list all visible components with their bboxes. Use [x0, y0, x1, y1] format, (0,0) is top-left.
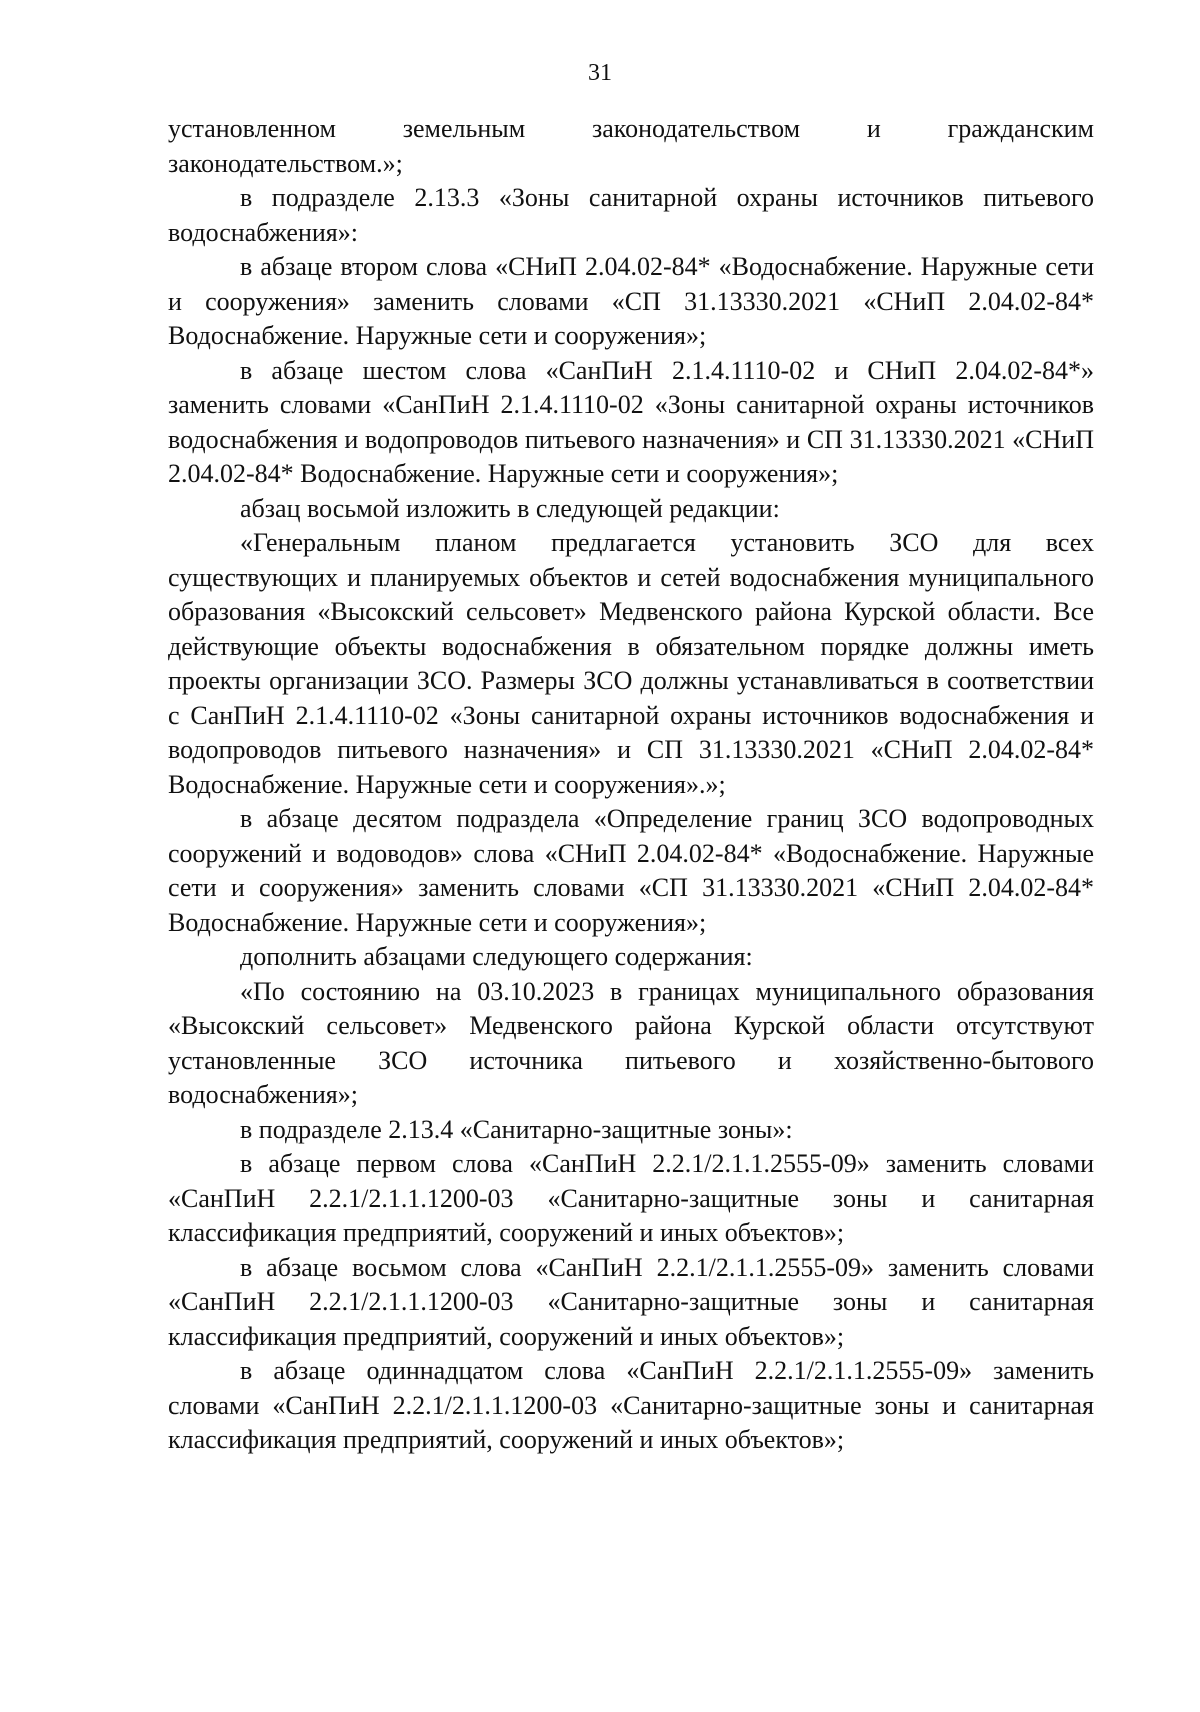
- paragraph: в абзаце одиннадцатом слова «СанПиН 2.2.1/2.1.1.2555-09» заменить словами «СанПиН 2.2.1/2.1.1.1200-03 «Санитарно-защитные зоны и санитарная классификация предприятий, сооружений и иных объектов»;: [168, 1356, 1094, 1454]
- paragraph: в абзаце десятом подраздела «Определение границ ЗСО водопроводных сооружений и водоводов» слова «СНиП 2.04.02-84* «Водоснабжение. Наружные сети и сооружения» заменить словами «СП 31.13330.2021 «СНиП 2.04.02-84* Водоснабжение. Наружные сети и сооружения»;: [168, 804, 1094, 937]
- paragraph: в подразделе 2.13.4 «Санитарно-защитные зоны»:: [240, 1114, 793, 1144]
- paragraph: дополнить абзацами следующего содержания:: [240, 942, 753, 971]
- paragraph: в абзаце втором слова «СНиП 2.04.02-84* «Водоснабжение. Наружные сети и сооружения» заменить словами «СП 31.13330.2021 «СНиП 2.04.02-84* Водоснабжение. Наружные сети и сооружения»;: [168, 252, 1094, 350]
- paragraph: в подразделе 2.13.3 «Зоны санитарной охраны источников питьевого водоснабжения»:: [168, 183, 1094, 247]
- page-number: 31: [588, 60, 612, 86]
- paragraph: в абзаце первом слова «СанПиН 2.2.1/2.1.1.2555-09» заменить словами «СанПиН 2.2.1/2.1.1.1200-03 «Санитарно-защитные зоны и санитарная классификация предприятий, сооружений и иных объектов»;: [168, 1149, 1094, 1247]
- paragraph: в абзаце восьмом слова «СанПиН 2.2.1/2.1.1.2555-09» заменить словами «СанПиН 2.2.1/2.1.1.1200-03 «Санитарно-защитные зоны и санитарная классификация предприятий, сооружений и иных объектов»;: [168, 1252, 1094, 1351]
- paragraph: установленном земельным законодательством и гражданским законодательством.»;: [168, 114, 1094, 178]
- paragraph: в абзаце шестом слова «СанПиН 2.1.4.1110-02 и СНиП 2.04.02-84*» заменить словами «СанПиН 2.1.4.1110-02 «Зоны санитарной охраны источников водоснабжения и водопроводов питьевого назначения» и СП 31.13330.2021 «СНиП 2.04.02-84* Водоснабжение. Наружные сети и сооружения»;: [168, 355, 1094, 488]
- paragraph: «По состоянию на 03.10.2023 в границах муниципального образования «Высокский сельсовет» Медвенского района Курской области отсутствуют установленные ЗСО источника питьевого и хозяйственно-бытового водоснабжения»;: [168, 976, 1094, 1109]
- paragraph: «Генеральным планом предлагается установить ЗСО для всех существующих и планируемых объектов и сетей водоснабжения муниципального образования «Высокский сельсовет» Медвенского района Курской области. Все действующие объекты водоснабжения в обязательном порядке должны иметь проекты организации ЗСО. Размеры ЗСО должны устанавливаться в соответствии с СанПиН 2.1.4.1110-02 «Зоны санитарной охраны источников водоснабжения и водопроводов питьевого назначения» и СП 31.13330.2021 «СНиП 2.04.02-84* Водоснабжение. Наружные сети и сооружения».»;: [168, 528, 1094, 799]
- paragraph: абзац восьмой изложить в следующей редакции:: [240, 493, 780, 523]
- document-body: [168, 112, 1094, 1458]
